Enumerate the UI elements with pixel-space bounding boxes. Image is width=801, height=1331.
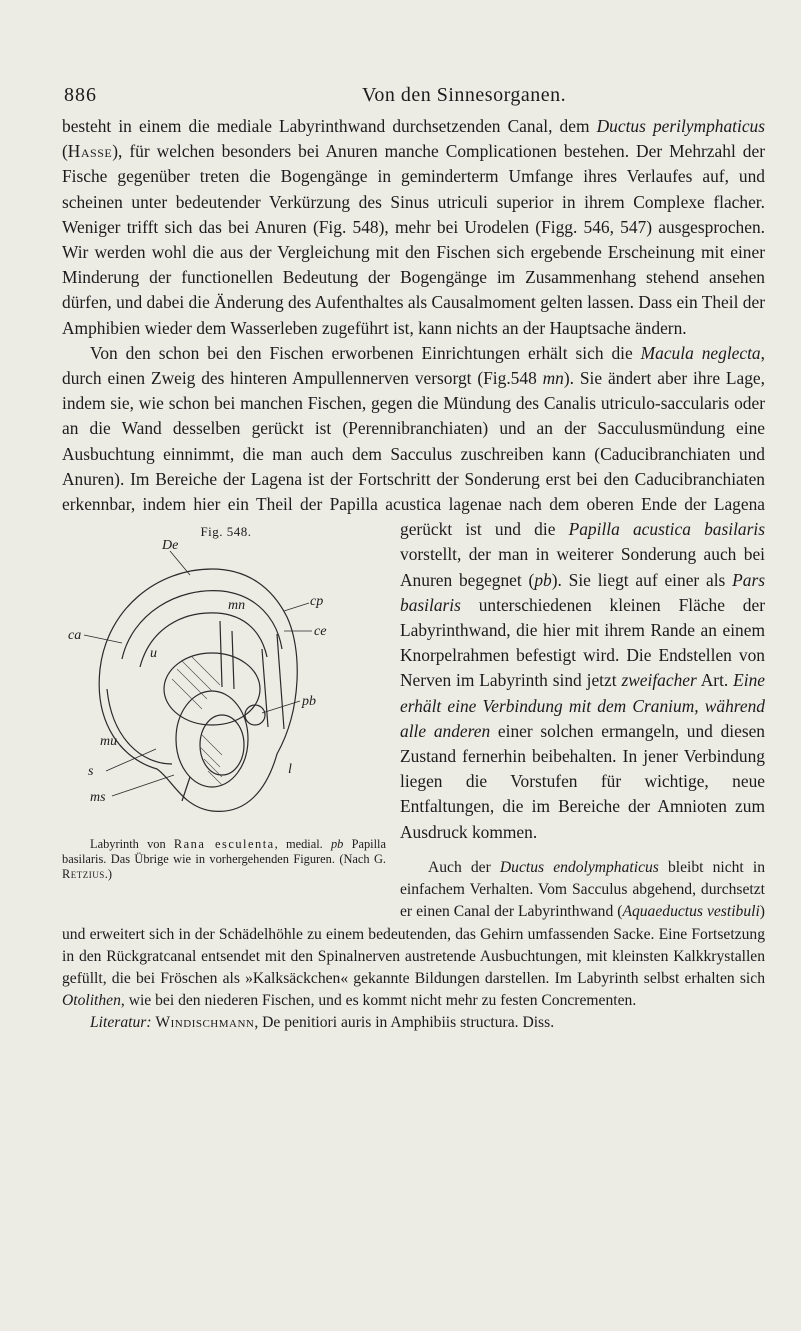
- label-mn: mn: [228, 598, 246, 614]
- canal-posterior: [107, 689, 172, 764]
- running-title: Von den Sinnesorganen.: [362, 84, 567, 106]
- label-cp: cp: [310, 594, 324, 610]
- literature-line: Literatur: Windischmann, De penitiori auris in Amphibiis structura. Diss.: [90, 1014, 555, 1032]
- leader-de: [170, 551, 190, 575]
- leader-s: [106, 749, 156, 771]
- label-u: u: [150, 646, 157, 662]
- canal-lateral: [277, 634, 284, 729]
- figure-label: Fig. 548.: [200, 524, 252, 540]
- paragraph-3: Auch der Ductus endolymphaticus bleibt nicht in einfachem Verhalten. Vom Sacculus abgehend, durchsetzt er einen Canal der Labyrinthwand (Aquaeductus vestibuli) und erweitert sich in der Schädelhöhle zu einem bedeutenden, das Gehirn umfassenden Sacke. Eine Fortsetzung in den Rückgratcanal entsendet mit den Spinalnerven austretende Ausbuchtungen, mit kleinsten Kalkkrystallen gefüllt, die bei Fröschen als »Kalksäckchen« gekannte Bildungen darstellen. Im Labyrinth selbst erhalten sich Otolithen, wie bei den niederen Fischen, und es kommt nicht mehr zu festen Concrementen.: [62, 858, 765, 1010]
- paragraph-1: besteht in einem die mediale Labyrinthwand durchsetzenden Canal, dem Ductus perilymphaticus (Hasse), für welchen besonders bei Anuren manche Complicationen bestehen. Der Mehrzahl der Fische gegenüber treten die Bogengänge in geminderterm Umfange ihres Verlaufes auf, und scheinen unter bedeutender Verkürzung des Sinus utriculi superior in ihrem Complexe flacher. Weniger trifft sich das bei Anuren (Fig. 548), mehr bei Urodelen (Figg. 546, 547) ausgesprochen. Wir werden wohl die aus der Vergleichung mit den Fischen sich ergebende Erscheinung mit einer Minderung der functionellen Bedeutung der Bogengänge im Zusammenhang stehend ansehen dürfen, und dabei die Änderung des Aufenthaltes als Causalmoment gelten lassen. Dass ein Theil der Amphibien wieder dem Wasserleben zugeführt ist, kann nichts an der Hauptsache ändern.: [62, 116, 766, 338]
- running-header: [52, 80, 771, 110]
- label-s: s: [88, 764, 94, 780]
- labyrinth-illustration: [62, 539, 386, 835]
- page-number: 886: [64, 84, 97, 106]
- figure-caption: Labyrinth von Rana esculenta, medial. pb Papilla basilaris. Das Übrige wie in vorhergehenden Figuren. (Nach G. Retzius.): [62, 837, 386, 882]
- paragraph-2: Von den schon bei den Fischen erworbenen Einrichtungen erhält sich die Macula neglecta, durch einen Zweig des hinteren Ampullennerven versorgt (Fig.548 mn). Sie ändert aber ihre Lage, indem sie, wie schon bei manchen Fischen, gegen die Mündung des Canalis utriculo-saccularis oder an die Wand desselben gerückt ist (Perennibranchiaten) und an der Sacculusmündung eine Ausbuchtung einnimmt, die man auch dem Sacculus zuschreiben kann (Caducibranchiaten und Anuren). Im Bereiche der Lagena ist der Fortschritt der Sonderung erst bei den Caducibranchiaten erkennbar, indem hier ein Theil der Papilla acustica lagenae nach dem oberen Ende der Lagena gerückt ist und die Fig. 548. De ca cp ce mn u mu s ms pb l Labyrinth von Rana esculenta, medial. pb Papilla basilaris. Das Übrige wie in vorhergehenden Figuren. (Nach G. Retzius.) Papilla acustica basilaris vorstellt, der man in weiterer Sonderung auch bei Anuren begegnet (pb). Sie liegt auf einer als Pars basilaris unterschiedenen kleinen Fläche der Labyrinthwand, die hier mit ihrem Rande an einem Knorpelrahmen befestigt wird. Die Endstellen von Nerven im Labyrinth sind jetzt zweifacher Art. Eine erhält eine Verbindung mit dem Cranium, während alle anderen einer solchen ermangeln, und diesen Zustand fernerhin beibehalten. In jener Verbindung liegen die Vorstufen für wichtige, neue Entfaltungen, die im Bereiche der Amnioten zum Ausdruck kommen.: [62, 341, 765, 845]
- semicircular-canal-inner: [140, 613, 267, 667]
- body-text: [62, 114, 765, 1035]
- leader-cp: [284, 603, 309, 611]
- label-ca: ca: [68, 628, 82, 644]
- label-l: l: [288, 762, 292, 778]
- ductus-endolymphaticus: [182, 777, 190, 801]
- semicircular-canal-front: [122, 591, 282, 662]
- hatching: [172, 657, 222, 785]
- papilla-basilaris: [245, 705, 265, 725]
- sacculus: [176, 691, 248, 787]
- label-de: De: [162, 539, 179, 554]
- label-pb: pb: [302, 694, 316, 710]
- label-ms: ms: [90, 790, 106, 806]
- leader-ca: [84, 635, 122, 643]
- label-mu: mu: [100, 734, 118, 750]
- label-ce: ce: [314, 624, 327, 640]
- leader-ms: [112, 775, 174, 796]
- figure-548: [62, 523, 386, 899]
